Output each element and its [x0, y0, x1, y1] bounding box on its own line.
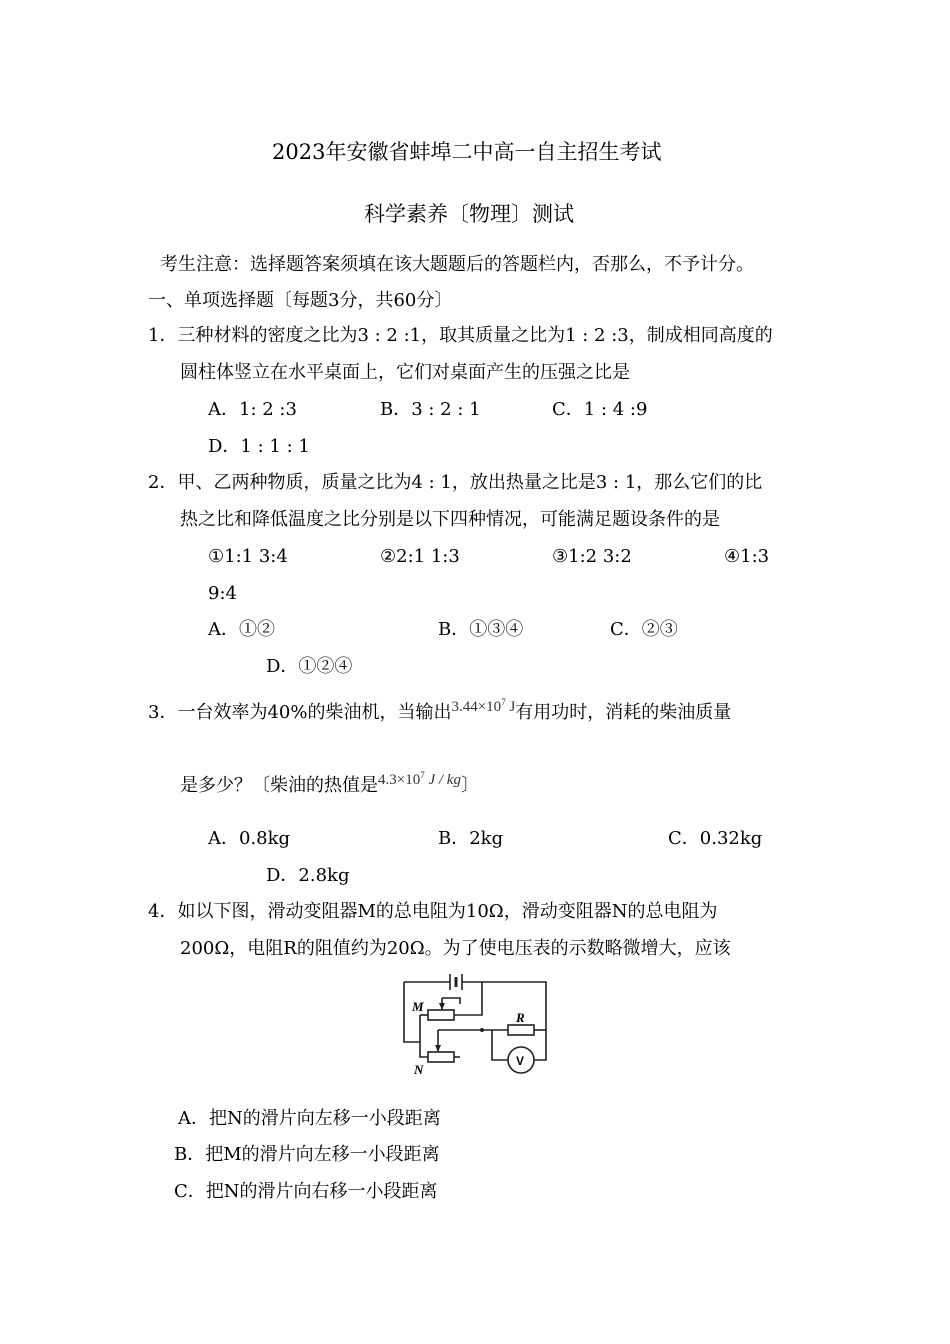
q3-stem-line2: [180, 771, 479, 798]
label-m: M: [412, 999, 424, 1014]
q2-case-3: ③1:2 3:2: [552, 546, 632, 567]
q1-option-a: A．1: 2 :3: [208, 399, 297, 420]
voltmeter-lead-right: [534, 1030, 546, 1060]
q4-stem-line2: 200Ω，电阻R的阻值约为20Ω。为了使电压表的示数略微增大，应该: [180, 938, 731, 959]
label-n: N: [414, 1062, 424, 1077]
q2-case-4-cont: 9:4: [208, 583, 237, 604]
q2-case-4: ④1:3: [724, 546, 770, 567]
circuit-diagram: [398, 968, 558, 1078]
q3-work-formula: 3.44×107 J: [451, 697, 516, 715]
q2-option-c: C．②③: [610, 619, 678, 640]
q2-option-a: A．①②: [208, 619, 275, 640]
exam-notice: 考生注意：选择题答案须填在该大题题后的答题栏内，否那么，不予计分。: [160, 254, 754, 275]
q3-heat-value-formula: 4.3×107 J / kg: [378, 770, 461, 788]
q3-stem-line2-pre: 是多少？〔柴油的热值是: [180, 775, 378, 796]
q3-stem-line1: [148, 698, 731, 725]
q1-option-d: D．1 : 1 : 1: [208, 436, 310, 457]
q1-option-c: C．1 : 4 :9: [552, 399, 648, 420]
rheostat-n: [428, 1052, 454, 1062]
rheostat-m-arrow: [439, 1003, 445, 1010]
q4-option-b: B．把M的滑片向左移一小段距离: [174, 1144, 440, 1165]
q3-option-b: B．2kg: [438, 828, 504, 849]
q3-option-c: C．0.32kg: [668, 828, 763, 849]
q4-stem-line1: 4．如以下图，滑动变阻器M的总电阻为10Ω，滑动变阻器N的总电阻为: [148, 901, 718, 922]
rheostat-n-lead-left: [420, 1015, 428, 1057]
exam-title: 2023年安徽省蚌埠二中高一自主招生考试: [272, 140, 662, 164]
rheostat-n-arrow: [435, 1045, 441, 1052]
q3-option-d: D．2.8kg: [266, 865, 350, 886]
q2-case-1: ①1:1 3:4: [208, 546, 288, 567]
q2-stem-line2: 热之比和降低温度之比分别是以下四种情况，可能满足题设条件的是: [180, 509, 720, 530]
q3-stem-post: 有用功时，消耗的柴油质量: [515, 702, 732, 723]
q3-stem-pre: 3．一台效率为40%的柴油机，当输出: [148, 702, 452, 723]
q3-stem-line2-post: 〕: [460, 775, 479, 796]
label-v: V: [516, 1054, 525, 1068]
q2-case-2: ②2:1 1:3: [380, 546, 460, 567]
q1-option-b: B．3 : 2 : 1: [380, 399, 481, 420]
q1-stem-line1: 1．三种材料的密度之比为3 : 2 :1，取其质量之比为1 : 2 :3，制成相同高度的: [148, 325, 773, 346]
q4-option-c: C．把N的滑片向右移一小段距离: [174, 1181, 438, 1202]
q3-option-a: A．0.8kg: [208, 828, 291, 849]
label-r: R: [516, 1010, 525, 1025]
resistor-r: [508, 1025, 534, 1035]
q2-option-b: B．①③④: [438, 619, 524, 640]
section-heading: 一、单项选择题〔每题3分，共60分〕: [148, 290, 453, 311]
q2-option-d: D．①②④: [266, 656, 353, 677]
q4-option-a: A．把N的滑片向左移一小段距离: [178, 1108, 441, 1129]
q2-stem-line1: 2．甲、乙两种物质，质量之比为4 : 1，放出热量之比是3 : 1，那么它们的比: [148, 472, 763, 493]
exam-subtitle: 科学素养〔物理〕测试: [364, 202, 574, 226]
rheostat-m: [428, 1010, 454, 1020]
junction-dot: [480, 1028, 484, 1032]
q1-stem-line2: 圆柱体竖立在水平桌面上，它们对桌面产生的压强之比是: [180, 362, 630, 383]
voltmeter-lead-left: [492, 1030, 508, 1060]
circuit-wire-top-right: [462, 982, 546, 1030]
